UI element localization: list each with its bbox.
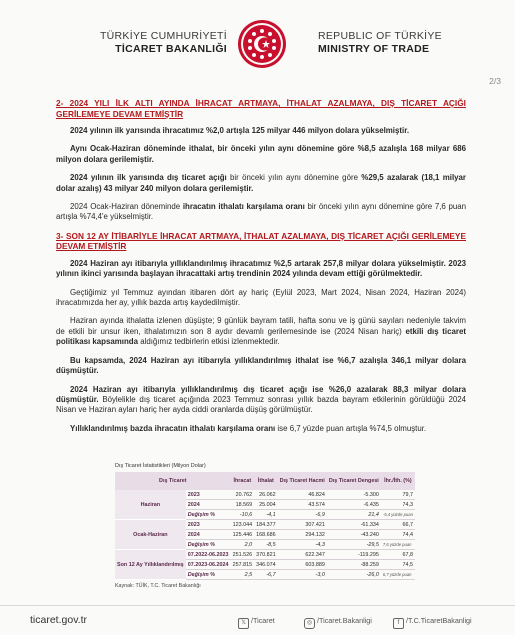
footer-instagram-link[interactable]: [304, 616, 372, 629]
footer-facebook-link[interactable]: [393, 616, 472, 629]
header-right: [318, 30, 442, 56]
trade-statistics-table: [115, 472, 415, 580]
table-cell: 603.889: [278, 560, 327, 570]
table-cell: 46.824: [278, 490, 327, 500]
table-cell: 26.062: [254, 490, 278, 500]
table-cell: 79,7: [381, 490, 415, 500]
table-cell: 251.526: [231, 550, 255, 560]
footer-x-link[interactable]: [238, 616, 275, 629]
header-right-line1: REPUBLIC OF TÜRKİYE: [318, 30, 442, 42]
table-cell: -43.240: [327, 530, 381, 540]
table-cell: 20.762: [231, 490, 255, 500]
table-cell: -4,1: [254, 510, 278, 520]
table-header-cell: İthalat: [254, 472, 278, 490]
table-cell: 125.446: [231, 530, 255, 540]
table-row: [115, 490, 415, 500]
table-row-label: 2024: [186, 530, 231, 540]
section3-p6-normal: ise 6,7 yüzde puan artışla %74,5 olmuştur.: [275, 423, 427, 433]
section3-title: 3- SON 12 AY İTİBARİYLE İHRACAT ARTMAYA, İTHALAT AZALMAYA, DIŞ TİCARET AÇIĞI GERİLEMEYE DEVAM ETMİŞTİR: [56, 230, 466, 252]
body-content: [56, 98, 466, 442]
section3-p3-bold: etkili dış ticaret politikası kapsamında: [56, 326, 466, 347]
section2-paragraph-4: [56, 202, 466, 223]
table-cell: -29,5: [327, 540, 381, 550]
section3-p6-bold: Yıllıklandırılmış bazda ihracatın ithalatı karşılama oranı: [70, 423, 276, 433]
table-cell: 168.686: [254, 530, 278, 540]
table-group-label: Son 12 Ay Yıllıklandırılmış: [115, 550, 186, 580]
section3-paragraph-5: [56, 385, 466, 416]
header-left-line2: TİCARET BAKANLIĞI: [115, 43, 227, 55]
table-cell: 74,5: [381, 560, 415, 570]
table-header-cell: Dış Ticaret Hacmi: [278, 472, 327, 490]
section3-p3-normal1: Haziran ayında ithalatta izlenen düşüşte; 9 günlük bayram tatili, hafta sonu ve iş günü sayıları nedeniyle takvim de etkili bir unsur iken, ithalatımızın son 8 aydır devamlı gerilemesinde ise (2024 Nisan hariç): [56, 316, 466, 336]
header-right-line2: MINISTRY OF TRADE: [318, 43, 430, 55]
section3-p3-normal2: aldığımız tedbirlerin etkisi izlenmektedir.: [138, 337, 280, 347]
table-row-label: 2024: [186, 500, 231, 510]
header: [0, 18, 515, 78]
section3-paragraph-1: 2024 Haziran ayı itibarıyla yıllıklandırılmış ihracatımız %2,5 artarak 257,8 milyar dolara yükselmiştir. 2023 yılının ikinci yarısında başlayan ihracattaki artış trendinin 2024 yılında devam ettiği görülmektedir.: [56, 258, 466, 279]
section2-p3-normal: bir önceki yılın aynı dönemine göre: [226, 173, 362, 183]
section3-p5-normal: Böylelikle dış ticaret açığında 2023 Temmuz sonrası yıllık bazda bayram etkilerinin görüldüğü 2024 Nisan ve Haziran ayları hariç her ayda ciddi oranlarda düşüş görülmüştür.: [56, 394, 466, 415]
facebook-icon: f: [393, 618, 404, 629]
table-header-cell: Dış Ticaret: [115, 472, 231, 490]
table-row-label: 2023: [186, 490, 231, 500]
table-cell: 257.815: [231, 560, 255, 570]
table-cell: -10,6: [231, 510, 255, 520]
table-cell: -6.435: [327, 500, 381, 510]
table-cell: 66,7: [381, 520, 415, 530]
section3-paragraph-3: [56, 316, 466, 347]
footer-website-link[interactable]: ticaret.gov.tr: [30, 614, 87, 626]
section2-paragraph-1: 2024 yılının ilk yarısında ihracatımız %2,0 artışla 125 milyar 446 milyon dolara yükselmiştir.: [70, 126, 410, 135]
table-cell: -26,0: [327, 570, 381, 580]
table-header-cell: İhr./İth. (%): [381, 472, 415, 490]
header-left: [100, 30, 227, 56]
table-row-label: 2023: [186, 520, 231, 530]
table-cell: 2,5: [231, 570, 255, 580]
header-left-line1: TÜRKİYE CUMHURİYETİ: [99, 30, 227, 42]
section2-p4-normal1: 2024 Ocak-Haziran döneminde: [70, 202, 183, 212]
section3-paragraph-6: [56, 424, 466, 434]
table-cell: -8,5: [254, 540, 278, 550]
table-cell: 184.377: [254, 520, 278, 530]
table-body: [115, 490, 415, 580]
section2-paragraph-2: Aynı Ocak-Haziran döneminde ithalat, bir önceki yılın aynı dönemine göre %8,5 azalışla 168 milyar 686 milyon dolara gerilemiştir.: [56, 144, 466, 164]
table-cell: 25.004: [254, 500, 278, 510]
table-caption: Dış Ticaret İstatistikleri (Milyon Dolar): [115, 463, 206, 469]
footer-divider: [0, 605, 515, 606]
table-cell: 622.347: [278, 550, 327, 560]
table-cell-note: -5,4 yüzde puan: [381, 510, 415, 520]
ministry-logo: [236, 18, 288, 70]
section2-p4-bold: ihracatın ithalatı karşılama oranı: [182, 202, 305, 212]
table-cell: 74,3: [381, 500, 415, 510]
table-cell: 346.074: [254, 560, 278, 570]
table-cell: -88.259: [327, 560, 381, 570]
table-row-label: Değişim %: [186, 540, 231, 550]
section3-paragraph-4: Bu kapsamda, 2024 Haziran ayı itibarıyla yıllıklandırılmış ithalat ise %6,7 azalışla 346,1 milyar dolara düşmüştür.: [56, 355, 466, 376]
instagram-icon: ◎: [304, 618, 315, 629]
table-cell: 67,8: [381, 550, 415, 560]
section2-p3-bold2: %29,5 azalarak (18,1 milyar dolar azalış) 43 milyar 240 milyon dolara gerilemiştir.: [56, 173, 466, 193]
table-cell: 74,4: [381, 530, 415, 540]
table-cell: -6,9: [278, 510, 327, 520]
table-cell: -4,3: [278, 540, 327, 550]
footer: [0, 605, 515, 635]
table-source: Kaynak: TÜİK, T.C. Ticaret Bakanlığı: [115, 583, 201, 589]
x-icon: 𝕏: [238, 618, 249, 629]
table-cell: 2,0: [231, 540, 255, 550]
table-cell: 307.421: [278, 520, 327, 530]
section3-p5-bold: 2024 Haziran ayı itibarıyla yıllıklandırılmış dış ticaret açığı ise %26,0 azalarak 88,3 milyar dolara düşmüştür.: [56, 384, 466, 404]
table-group-label: Haziran: [115, 490, 186, 520]
table-cell: 21,4: [327, 510, 381, 520]
table-cell: -3,0: [278, 570, 327, 580]
section2-title: 2- 2024 YILI İLK ALTI AYINDA İHRACAT ARTMAYA, İTHALAT AZALMAYA, DIŞ TİCARET AÇIĞI GERİLEMEYE DEVAM ETMİŞTİR: [56, 98, 466, 119]
table-cell: 370.821: [254, 550, 278, 560]
table-group-label: Ocak-Haziran: [115, 520, 186, 550]
table-row: [115, 550, 415, 560]
table-header-cell: Dış Ticaret Dengesi: [327, 472, 381, 490]
table-header-row: [115, 472, 415, 490]
section2-p4-normal2: bir önceki yılın aynı dönemine göre 7,6 puan artışla %74,4'e yükselmiştir.: [56, 202, 466, 222]
table-cell: 18.569: [231, 500, 255, 510]
section2-paragraph-3: [56, 173, 466, 194]
footer-x-handle: /Ticaret: [251, 616, 275, 625]
section2-p3-bold1: 2024 yılının ilk yarısında dış ticaret açığı: [70, 173, 227, 183]
table-cell: -61.334: [327, 520, 381, 530]
table-header-cell: İhracat: [231, 472, 255, 490]
table-row-label: 07.2023-06.2024: [186, 560, 231, 570]
footer-instagram-handle: /Ticaret.Bakanligi: [317, 616, 372, 625]
trade-statistics-table-block: [115, 463, 415, 589]
table-cell: -6,7: [254, 570, 278, 580]
table-row: [115, 520, 415, 530]
table-row-label: 07.2022-06.2023: [186, 550, 231, 560]
table-row-label: Değişim %: [186, 510, 231, 520]
section3-paragraph-2: Geçtiğimiz yıl Temmuz ayından itibaren dört ay hariç (Eylül 2023, Mart 2024, Nisan 2024, Haziran 2024) ihracatımızda her ay, yıllık bazda artış kaydedilmiştir.: [56, 287, 466, 308]
table-cell: -119.295: [327, 550, 381, 560]
table-cell: 294.132: [278, 530, 327, 540]
table-cell-note: 6,7 yüzde puan: [381, 570, 415, 580]
table-cell: 43.574: [278, 500, 327, 510]
page-number: 2/3: [489, 76, 501, 86]
table-row-label: Değişim %: [186, 570, 231, 580]
table-cell: -5.300: [327, 490, 381, 500]
footer-facebook-handle: /T.C.TicaretBakanligi: [406, 616, 472, 625]
table-cell-note: 7,6 yüzde puan: [381, 540, 415, 550]
table-cell: 123.044: [231, 520, 255, 530]
